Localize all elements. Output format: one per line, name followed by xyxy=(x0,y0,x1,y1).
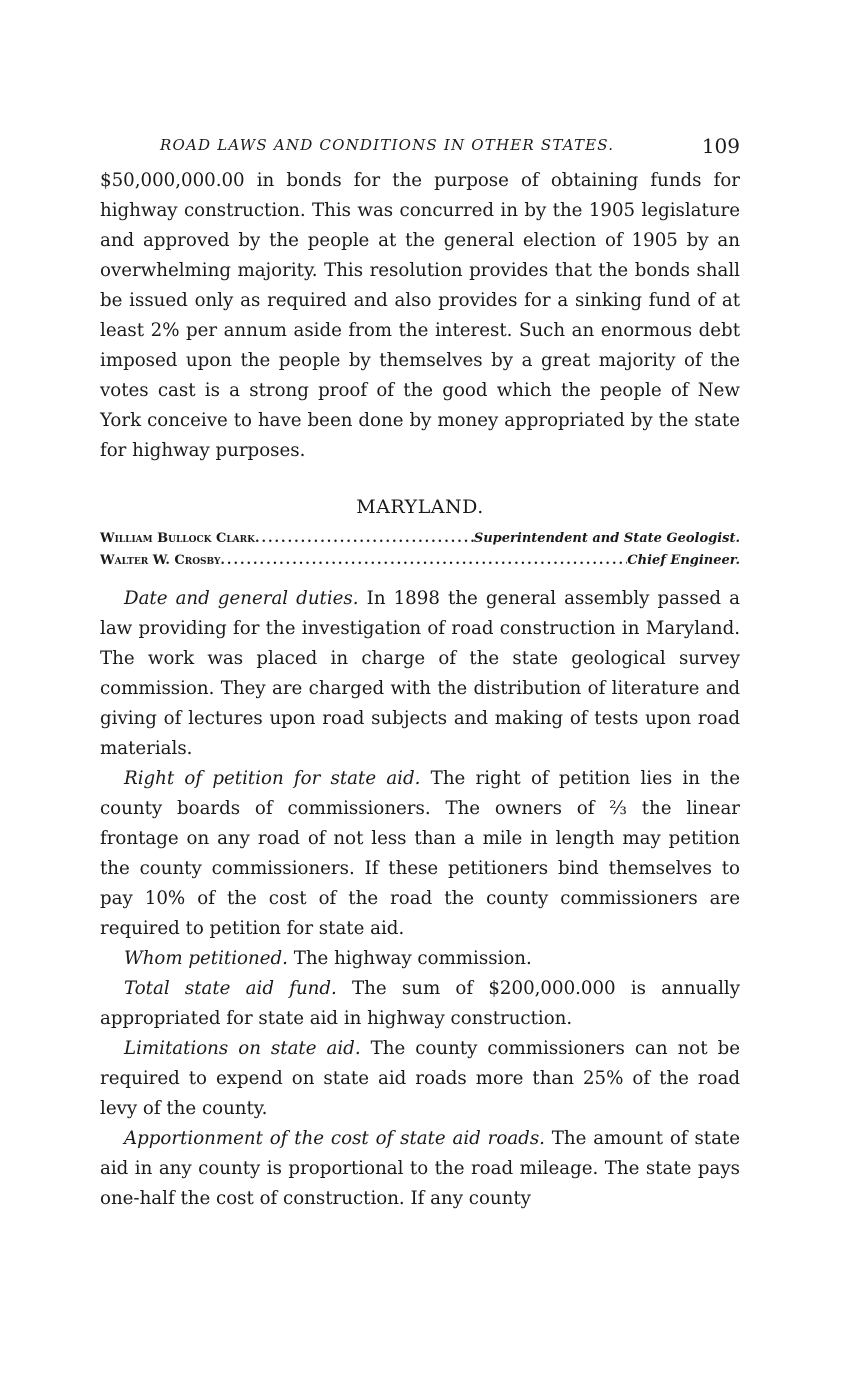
paragraph-total-fund xyxy=(100,974,740,1034)
paragraph-text: The highway commission. xyxy=(287,948,532,969)
paragraph-limitations xyxy=(100,1034,740,1124)
paragraph-subhead: Total state aid fund. xyxy=(124,978,337,999)
paragraph-subhead: Limitations on state aid. xyxy=(124,1038,361,1059)
paragraph-text: The county commissioners can not be required to expend on state aid roads more than 25% of the road levy of the county. xyxy=(100,1038,740,1119)
staff-role: Chief Engineer. xyxy=(627,553,740,568)
staff-row xyxy=(100,528,740,550)
paragraph-text: The amount of state aid in any county is proportional to the road mileage. The state pays one-half the cost of construction. If any county xyxy=(100,1128,740,1209)
staff-name: William Bullock Clark xyxy=(100,531,255,546)
staff-list xyxy=(100,528,740,572)
paragraph-date-duties xyxy=(100,584,740,764)
staff-role: Superintendent and State Geologist. xyxy=(473,531,740,546)
paragraph-subhead: Apportionment of the cost of state aid roads. xyxy=(124,1128,545,1149)
page-number: 109 xyxy=(701,134,740,158)
paragraph-right-of-petition xyxy=(100,764,740,944)
staff-name: Walter W. Crosby xyxy=(100,553,221,568)
paragraph-apportionment xyxy=(100,1124,740,1214)
paragraph-subhead: Date and general duties. xyxy=(124,588,359,609)
paragraph-text: In 1898 the general assembly passed a law providing for the investigation of road construction in Maryland. The work was placed in charge of the state geological survey commission. They are charged with the distribution of literature and giving of lectures upon road subjects and making of tests upon road materials. xyxy=(100,588,740,759)
paragraph-whom-petitioned xyxy=(100,944,740,974)
leader-dots xyxy=(255,528,474,550)
staff-row xyxy=(100,550,740,572)
paragraph-text: The right of petition lies in the county boards of commissioners. The owners of ⅔ the linear frontage on any road of not less than a mile in length may petition the county commissioners. If these petitioners bind themselves to pay 10% of the cost of the road the county commissioners are required to petition for state aid. xyxy=(100,768,740,939)
paragraph-subhead: Right of petition for state aid. xyxy=(124,768,421,789)
section-heading: MARYLAND. xyxy=(356,496,484,518)
paragraph-text: The sum of $200,000.000 is annually appropriated for state aid in highway construction. xyxy=(100,978,740,1029)
running-title: ROAD LAWS AND CONDITIONS IN OTHER STATES. xyxy=(160,136,615,154)
leader-dots xyxy=(220,550,627,572)
paragraph-subhead: Whom petitioned. xyxy=(124,948,288,969)
intro-paragraph: $50,000,000.00 in bonds for the purpose of obtaining funds for highway construction. This was concurred in by the 1905 legislature and approved by the people at the general election of 1905 by an overwhelming majority. This resolution provides that the bonds shall be issued only as required and also provides for a sinking fund of at least 2% per annum aside from the interest. Such an enormous debt imposed upon the people by themselves by a great majority of the votes cast is a strong proof of the good which the people of New York conceive to have been done by money appropriated by the state for highway purposes. xyxy=(100,170,740,461)
running-head xyxy=(100,132,740,166)
page xyxy=(100,132,740,1214)
